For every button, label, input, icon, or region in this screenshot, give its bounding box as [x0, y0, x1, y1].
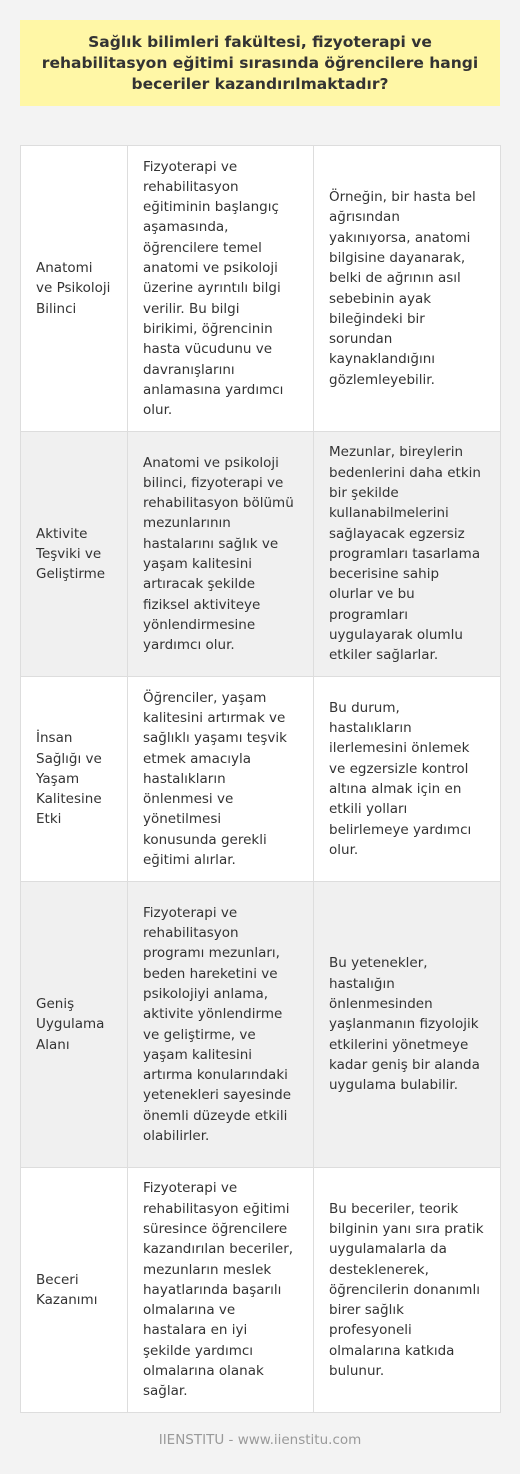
topic-cell: Beceri Kazanımı [21, 1168, 128, 1413]
table-row [21, 1168, 501, 1413]
example-cell: Bu yetenekler, hastalığın önlenmesinden yaşlanmanın fizyolojik etkilerini yönetmeye kadar geniş bir alanda uygulama bulabilir. [314, 882, 501, 1168]
question-header [20, 20, 500, 106]
description-cell: Fizyoterapi ve rehabilitasyon programı mezunları, beden hareketini ve psikolojiyi anlama, aktivite yönlendirme ve geliştirme, ve yaşam kalitesini artırma konularındaki yetenekleri sayesinde önemli düzeyde etkili olabilirler. [128, 882, 314, 1168]
example-cell: Mezunlar, bireylerin bedenlerini daha etkin bir şekilde kullanabilmelerini sağlayacak egzersiz programları tasarlama becerisine sahip olurlar ve bu programları uygulayarak olumlu etkiler sağlarlar. [314, 432, 501, 677]
description-cell: Öğrenciler, yaşam kalitesini artırmak ve sağlıklı yaşamı teşvik etmek amacıyla hastalıkların önlenmesi ve yönetilmesi konusunda gerekli eğitimi alırlar. [128, 677, 314, 882]
description-cell: Fizyoterapi ve rehabilitasyon eğitimi süresince öğrencilere kazandırılan beceriler, mezunların meslek hayatlarında başarılı olmalarına ve hastalara en iyi şekilde yardımcı olmalarına olanak sağlar. [128, 1168, 314, 1413]
question-title: Sağlık bilimleri fakültesi, fizyoterapi ve rehabilitasyon eğitimi sırasında öğrencilere hangi beceriler kazandırılmaktadır? [41, 32, 479, 93]
example-cell: Bu durum, hastalıkların ilerlemesini önlemek ve egzersizle kontrol altına almak için en etkili yolları belirlemeye yardımcı olur. [314, 677, 501, 882]
topic-cell: Anatomi ve Psikoloji Bilinci [21, 146, 128, 432]
example-cell: Bu beceriler, teorik bilginin yanı sıra pratik uygulamalarla da desteklenerek, öğrencilerin donanımlı birer sağlık profesyoneli olmalarına katkıda bulunur. [314, 1168, 501, 1413]
table-row [21, 146, 501, 432]
topic-cell: Geniş Uygulama Alanı [21, 882, 128, 1168]
footer-credit: IIENSTITU - www.iienstitu.com [158, 1432, 362, 1448]
description-cell: Anatomi ve psikoloji bilinci, fizyoterapi ve rehabilitasyon bölümü mezunlarının hastalarını sağlık ve yaşam kalitesini artıracak şekilde fiziksel aktiviteye yönlendirmesine yardımcı olur. [128, 432, 314, 677]
topic-cell: Aktivite Teşviki ve Geliştirme [21, 432, 128, 677]
table-row [21, 677, 501, 882]
example-cell: Örneğin, bir hasta bel ağrısından yakınıyorsa, anatomi bilgisine dayanarak, belki de ağrının asıl sebebinin ayak bileğindeki bir sorundan kaynaklandığını gözlemleyebilir. [314, 146, 501, 432]
skills-table [20, 145, 501, 1413]
topic-cell: İnsan Sağlığı ve Yaşam Kalitesine Etki [21, 677, 128, 882]
table-row [21, 882, 501, 1168]
description-cell: Fizyoterapi ve rehabilitasyon eğitiminin başlangıç aşamasında, öğrencilere temel anatomi ve psikoloji üzerine ayrıntılı bilgi verilir. Bu bilgi birikimi, öğrencinin hasta vücudunu ve davranışlarını anlamasına yardımcı olur. [128, 146, 314, 432]
table-row [21, 432, 501, 677]
